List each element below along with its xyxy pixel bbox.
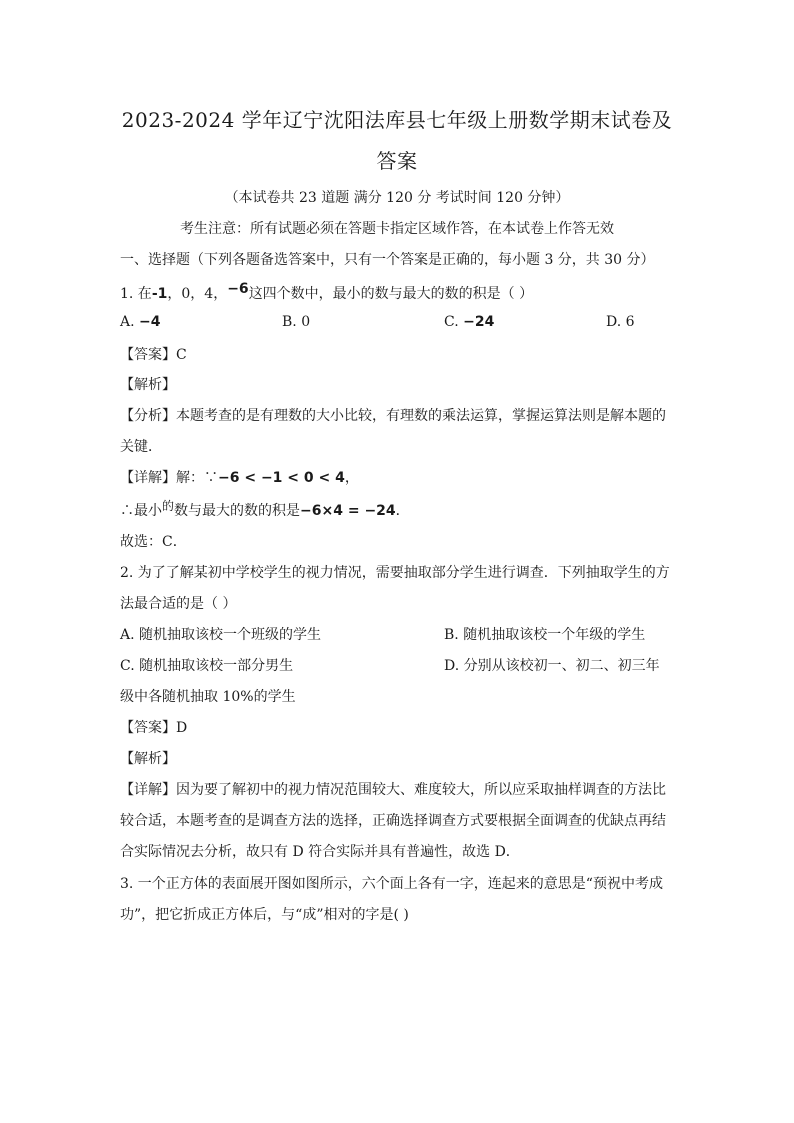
q1-detail2-text-a: ∴最小 xyxy=(120,503,162,519)
q3-stem-line2: 功”，把它折成正方体后，与“成”相对的字是( ) xyxy=(120,907,409,923)
section-heading: 一、选择题（下列各题备选答案中，只有一个答案是正确的，每小题 3 分，共 30 分） xyxy=(120,252,655,268)
q1-detail-line1 xyxy=(120,467,359,487)
q1-detail-inequality: −6 < −1 < 0 < 4 xyxy=(218,470,345,486)
q1-option-d: D. 6 xyxy=(606,314,635,330)
q1-detail-comma: ， xyxy=(344,470,359,486)
q1-option-c xyxy=(444,314,494,330)
q1-option-a-value: −4 xyxy=(139,314,161,330)
notice: 考生注意：所有试题必须在答题卡指定区域作答，在本试卷上作答无效 xyxy=(180,221,614,237)
q2-option-c: C. 随机抽取该校一部分男生 xyxy=(120,658,294,674)
q2-detail-line2: 较合适，本题考查的是调查方法的选择，正确选择调查方式要根据全面调查的优缺点再结 xyxy=(120,813,666,829)
q1-number-2: −6 xyxy=(227,281,249,297)
q1-detail2-raised-char: 的 xyxy=(162,499,175,513)
q1-detail-text: 【详解】解：∵ xyxy=(120,470,218,486)
q2-option-a: A. 随机抽取该校一个班级的学生 xyxy=(120,627,322,643)
q1-analysis-heading: 【解析】 xyxy=(120,377,176,393)
q2-stem-line1: 2. 为了了解某初中学校学生的视力情况，需要抽取部分学生进行调查．下列抽取学生的方 xyxy=(120,565,670,581)
exam-info: （本试卷共 23 道题 满分 120 分 考试时间 120 分钟） xyxy=(224,190,570,206)
q1-fenxi-line1: 【分析】本题考查的是有理数的大小比较，有理数的乘法运算，掌握运算法则是解本题的 xyxy=(120,408,666,424)
q1-detail2-period: ． xyxy=(395,503,410,519)
q1-stem-a: 1. 在 xyxy=(120,286,152,302)
q1-detail-line2 xyxy=(120,500,410,520)
q1-stem-c: 这四个数中，最小的数与最大的数的积是（ ） xyxy=(248,286,534,302)
q1-stem xyxy=(120,283,533,303)
q1-option-a xyxy=(120,314,161,330)
document-title-line2: 答案 xyxy=(376,149,418,173)
q2-answer: 【答案】D xyxy=(120,720,188,736)
q1-number-1: -1 xyxy=(151,286,168,302)
document-title-line1: 2023-2024 学年辽宁沈阳法库县七年级上册数学期末试卷及 xyxy=(121,108,673,132)
q2-option-b: B. 随机抽取该校一个年级的学生 xyxy=(444,627,646,643)
q1-choice: 故选：C． xyxy=(120,534,187,550)
q1-answer: 【答案】C xyxy=(120,347,187,363)
q1-option-a-label: A. xyxy=(120,314,140,330)
q1-detail2-text-b: 数与最大的数的积是 xyxy=(174,503,301,519)
q1-stem-b: ，0，4， xyxy=(167,286,228,302)
q1-option-b: B. 0 xyxy=(282,314,311,330)
q2-option-d-cont: 级中各随机抽取 10%的学生 xyxy=(120,689,296,705)
q2-analysis-heading: 【解析】 xyxy=(120,751,176,767)
q2-option-d: D. 分别从该校初一、初二、初三年 xyxy=(444,658,660,674)
q1-fenxi-line2: 关键． xyxy=(120,439,162,455)
q1-option-c-label: C. xyxy=(444,314,464,330)
q1-option-c-value: −24 xyxy=(463,314,495,330)
q3-stem-line1: 3. 一个正方体的表面展开图如图所示，六个面上各有一字，连起来的意思是“预祝中考成 xyxy=(120,876,663,892)
q2-stem-line2: 法最合适的是（ ） xyxy=(120,596,237,612)
q2-detail-line3: 合实际情况去分析，故只有 D 符合实际并具有普遍性，故选 D． xyxy=(120,844,520,860)
q1-detail2-product: −6×4 = −24 xyxy=(300,503,396,519)
q2-detail-line1: 【详解】因为要了解初中的视力情况范围较大、难度较大，所以应采取抽样调查的方法比 xyxy=(120,782,666,798)
